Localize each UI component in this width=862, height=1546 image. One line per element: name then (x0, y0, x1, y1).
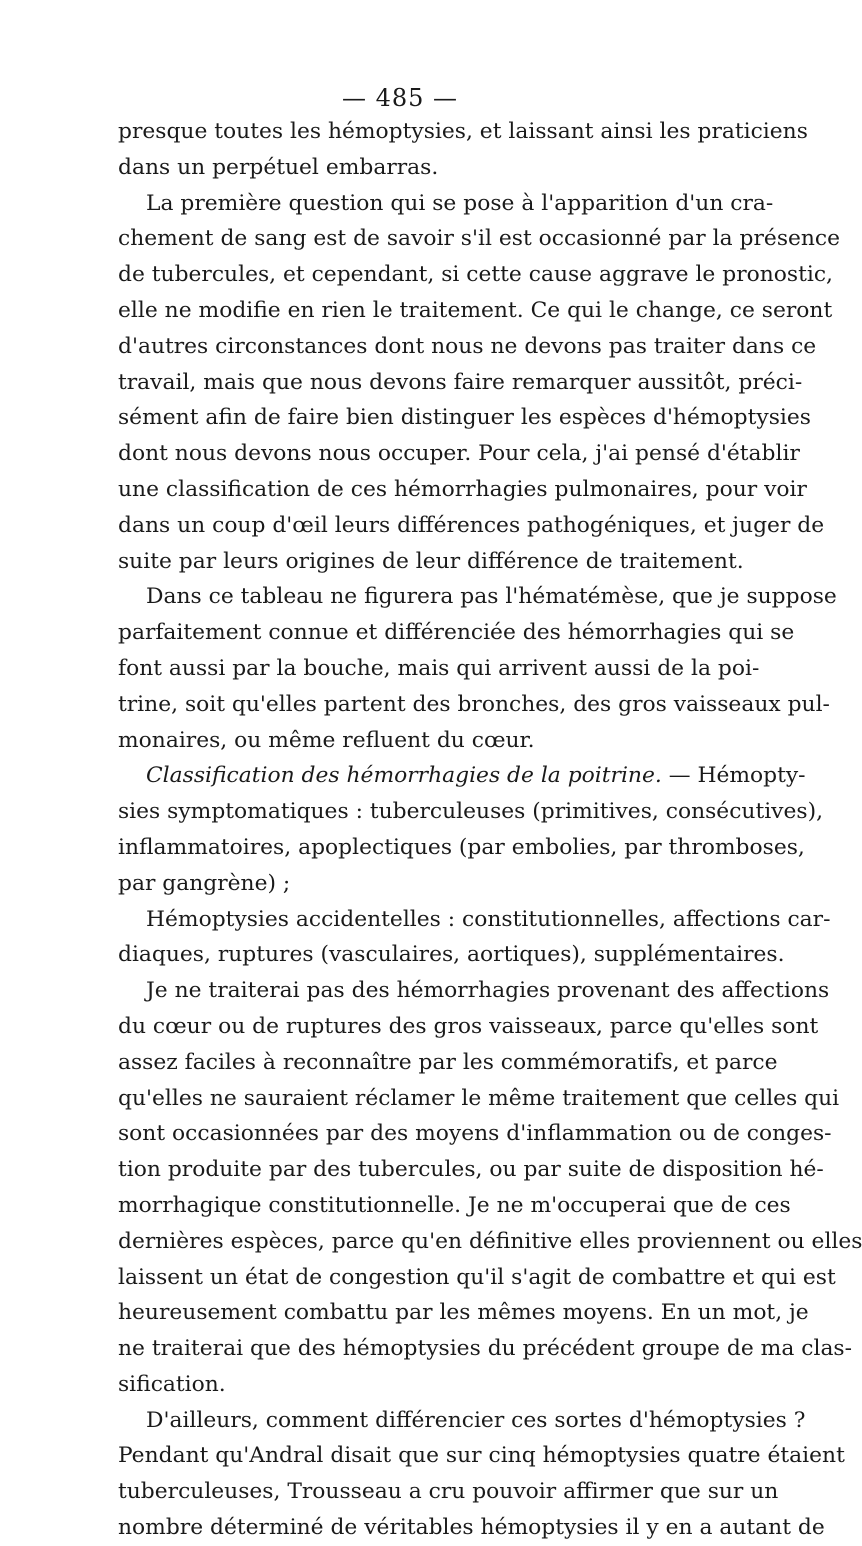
text-line: dans un coup d'œil leurs différences pathogéniques, et juger de (118, 512, 825, 538)
text-line: du cœur ou de ruptures des gros vaisseaux, parce qu'elles sont (118, 1013, 819, 1039)
text-line: tuberculeuses, Trousseau a cru pouvoir affirmer que sur un (118, 1479, 779, 1505)
text-line: dernières espèces, parce qu'en définitive elles proviennent ou elles (118, 1228, 862, 1254)
text-line: sont occasionnées par des moyens d'inflammation ou de conges- (118, 1121, 832, 1147)
text-line: diaques, ruptures (vasculaires, aortiques), supplémentaires. (118, 942, 785, 968)
text-line: dont nous devons nous occuper. Pour cela, j'ai pensé d'établir (118, 441, 800, 467)
body-text (118, 114, 862, 1546)
text-line: sément afin de faire bien distinguer les espèces d'hémoptysies (118, 405, 811, 431)
text-line: La première question qui se pose à l'apparition d'un cra- (146, 190, 774, 216)
text-line: Je ne traiterai pas des hémorrhagies provenant des affections (146, 978, 830, 1004)
text-line: par gangrène) ; (118, 870, 291, 896)
text-line: D'ailleurs, comment différencier ces sortes d'hémoptysies ? (146, 1407, 806, 1433)
text-line: Pendant qu'Andral disait que sur cinq hémoptysies quatre étaient (118, 1443, 845, 1469)
text-line: nombre déterminé de véritables hémoptysies il y en a autant de (118, 1515, 825, 1541)
text-line: Hémoptysies accidentelles : constitutionnelles, affections car- (146, 906, 831, 932)
text-line: dans un perpétuel embarras. (118, 154, 439, 180)
text-line: de tubercules, et cependant, si cette cause aggrave le pronostic, (118, 262, 833, 288)
text-line: font aussi par la bouche, mais qui arrivent aussi de la poi- (118, 655, 760, 681)
text-line: Dans ce tableau ne figurera pas l'hématémèse, que je suppose (146, 584, 837, 610)
text-line: elle ne modifie en rien le traitement. Ce qui le change, ce seront (118, 297, 833, 323)
page-number: — 485 — (341, 84, 459, 112)
text-line (118, 758, 806, 794)
text-line: une classification de ces hémorrhagies pulmonaires, pour voir (118, 476, 807, 502)
text-span: — Hémopty- (661, 763, 806, 789)
text-line: inflammatoires, apoplectiques (par embolies, par thromboses, (118, 834, 805, 860)
text-line: presque toutes les hémoptysies, et laissant ainsi les praticiens (118, 119, 808, 144)
text-line: travail, mais que nous devons faire remarquer aussitôt, préci- (118, 369, 803, 395)
text-line: monaires, ou même refluent du cœur. (118, 727, 535, 753)
text-line: laissent un état de congestion qu'il s'agit de combattre et qui est (118, 1264, 836, 1290)
text-line: suite par leurs origines de leur différence de traitement. (118, 548, 744, 574)
text-line: d'autres circonstances dont nous ne devons pas traiter dans ce (118, 333, 817, 359)
text-line: trine, soit qu'elles partent des bronches, des gros vaisseaux pul- (118, 691, 830, 717)
text-line: sification. (118, 1371, 226, 1397)
text-line: qu'elles ne sauraient réclamer le même traitement que celles qui (118, 1085, 840, 1111)
text-line: ne traiterai que des hémoptysies du précédent groupe de ma clas- (118, 1336, 852, 1362)
text-line: assez faciles à reconnaître par les commémoratifs, et parce (118, 1049, 778, 1075)
text-line: parfaitement connue et différenciée des hémorrhagies qui se (118, 620, 795, 646)
text-line: heureusement combattu par les mêmes moyens. En un mot, je (118, 1300, 809, 1326)
text-line: chement de sang est de savoir s'il est occasionné par la présence (118, 226, 841, 252)
text-line: morrhagique constitutionnelle. Je ne m'occuperai que de ces (118, 1192, 791, 1218)
section-heading: Classification des hémorrhagies de la poitrine. (146, 763, 662, 789)
text-line: sies symptomatiques : tuberculeuses (primitives, consécutives), (118, 799, 824, 825)
text-line: tion produite par des tubercules, ou par suite de disposition hé- (118, 1157, 824, 1183)
